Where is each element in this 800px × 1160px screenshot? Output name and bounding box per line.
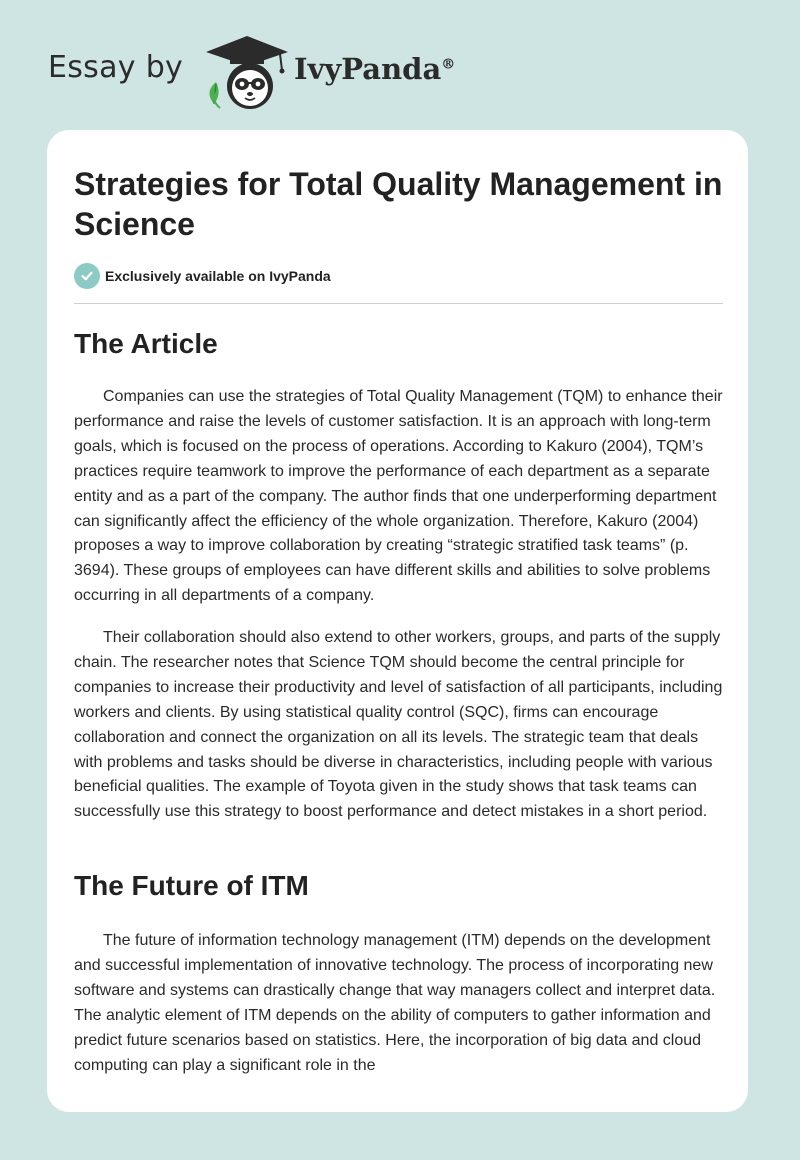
badge-label: Exclusively available on IvyPanda — [105, 268, 331, 284]
site-header — [0, 0, 800, 130]
essay-card — [47, 130, 748, 1112]
paragraph: Their collaboration should also extend to other workers, groups, and parts of the supply chain. The researcher notes that Science TQM should become the central principle for companies to increase their productivity and level of satisfaction of all participants, including workers and clients. By using statistical quality control (SQC), firms can encourage collaboration and connect the organization on all its levels. The strategic team that deals with problems and tasks should be diverse in characteristics, including people with various beneficial qualities. The example of Toyota given in the study shows that task teams can successfully use this strategy to boost performance and detect mistakes in a short period. — [74, 629, 723, 821]
section-heading-the-article: The Article — [74, 328, 218, 359]
page-title: Strategies for Total Quality Management in Science — [74, 166, 723, 242]
paragraph: The future of information technology management (ITM) depends on the development and successful implementation of innovative technology. The process of incorporating new software and systems can drastically change that way managers collect and interpret data. The analytic element of ITM depends on the ability of computers to gather information and predict future scenarios based on statistics. Here, the incorporation of big data and cloud computing can play a significant role in the — [74, 932, 716, 1074]
title-divider — [74, 303, 723, 304]
essay-by-label: Essay by — [48, 50, 184, 85]
registered-mark: ® — [441, 56, 456, 73]
section-heading-future-of-itm: The Future of ITM — [74, 870, 309, 901]
ivypanda-logo-icon[interactable] — [202, 34, 292, 110]
exclusive-badge — [74, 263, 331, 289]
paragraph: Companies can use the strategies of Total Quality Management (TQM) to enhance their performance and raise the levels of customer satisfaction. It is an approach with long-term goals, which is focused on the process of operations. According to Kakuro (2004), TQM’s practices require teamwork to improve the performance of each department as a separate entity and as a part of the company. The author finds that one underperforming department can significantly affect the efficiency of the whole organization. Therefore, Kakuro (2004) proposes a way to improve collaboration by creating “strategic stratified task teams” (p. 3694). These groups of employees can have different skills and abilities to solve problems occurring in all departments of a company. — [74, 388, 723, 605]
brand-name[interactable] — [294, 52, 455, 86]
brand-text: IvyPanda — [294, 52, 442, 86]
check-icon — [74, 263, 100, 289]
